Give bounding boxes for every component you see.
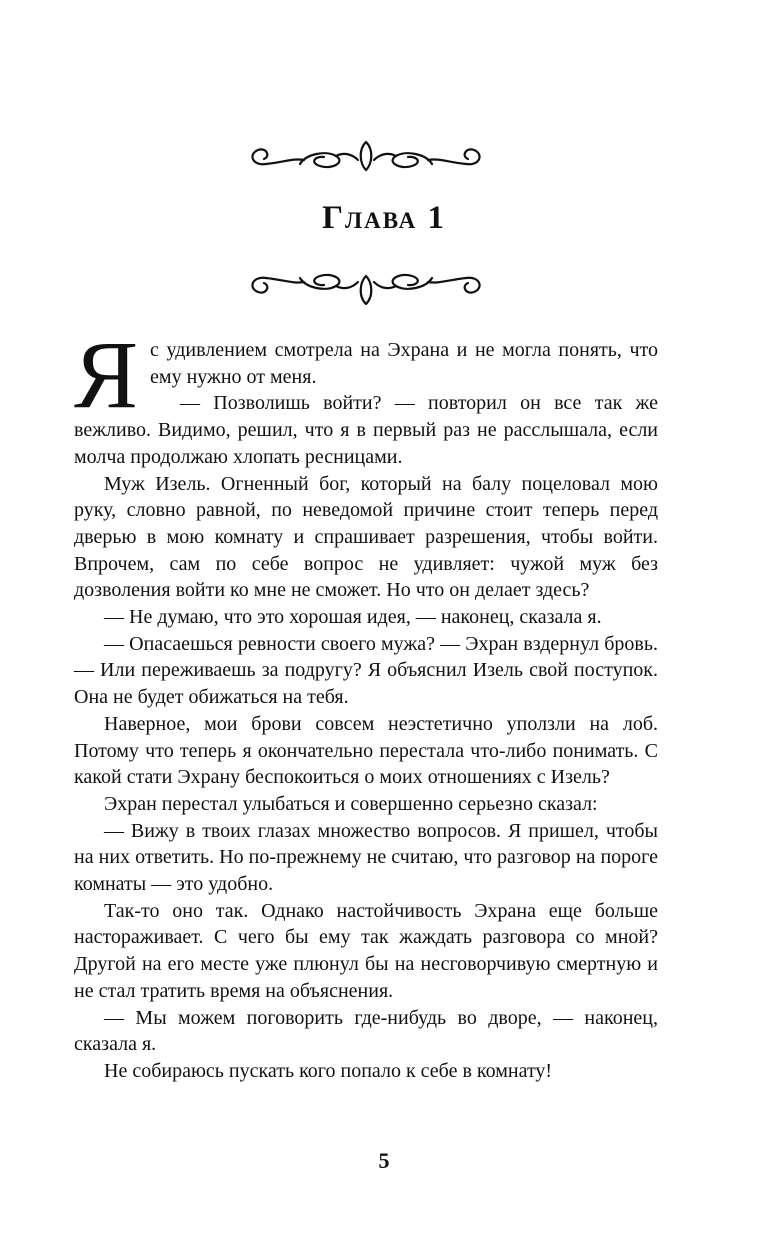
paragraph: Муж Изель. Огненный бог, который на балу поцеловал мою руку, словно равной, по неведомой причине стоит теперь перед дверью в мою комнату и спрашивает разрешения, чтобы войти. Впрочем, сам по себе вопрос не удивляет: чужой муж без дозволения войти ко мне не сможет. Но что он делает здесь?: [74, 472, 658, 602]
drop-cap: Я: [74, 321, 139, 428]
flourish-ornament-icon: [244, 136, 488, 186]
paragraph: — Опасаешься ревности своего мужа? — Эхран вздернул бровь. — Или переживаешь за подругу? Я объяснил Изель свой поступок. Она не будет обижаться на тебя.: [74, 632, 658, 709]
paragraph: — Мы можем поговорить где-нибудь во дворе, — наконец, сказала я.: [74, 1006, 658, 1056]
paragraph: — Не думаю, что это хорошая идея, — наконец, сказала я.: [104, 606, 602, 629]
paragraph: — Вижу в твоих глазах множество вопросов. Я пришел, чтобы на них ответить. Но по-прежнему не считаю, что разговор на пороге комнаты — это удобно.: [74, 819, 658, 896]
chapter-title: Глава 1: [322, 200, 446, 236]
paragraph: [74, 321, 658, 428]
paragraph: Эхран перестал улыбаться и совершенно серьезно сказал:: [104, 792, 598, 815]
chapter-text: [74, 321, 658, 1085]
flourish-ornament-icon: [244, 262, 488, 312]
page-number: 5: [378, 1148, 390, 1173]
paragraph-text: с удивлением смотрела на Эхрана и не могла понять, что ему нужно от меня.: [150, 339, 658, 388]
paragraph: Так-то оно так. Однако настойчивость Эхрана еще больше настораживает. С чего бы ему так жаждать разговора со мной? Другой на его месте уже плюнул бы на несговорчивую смертную и не стал тратить время на объяснения.: [74, 899, 658, 1002]
paragraph: Не собираюсь пускать кого попало к себе в комнату!: [104, 1059, 553, 1082]
paragraph: Наверное, мои брови совсем неэстетично уползли на лоб. Потому что теперь я окончательно перестала что-либо понимать. С какой стати Эхрану беспокоиться о моих отношениях с Изель?: [74, 712, 658, 789]
paragraph: — Позволишь войти? — повторил он все так же вежливо. Видимо, решил, что я в первый раз не расслышала, если молча продолжаю хлопать ресницами.: [74, 392, 658, 468]
